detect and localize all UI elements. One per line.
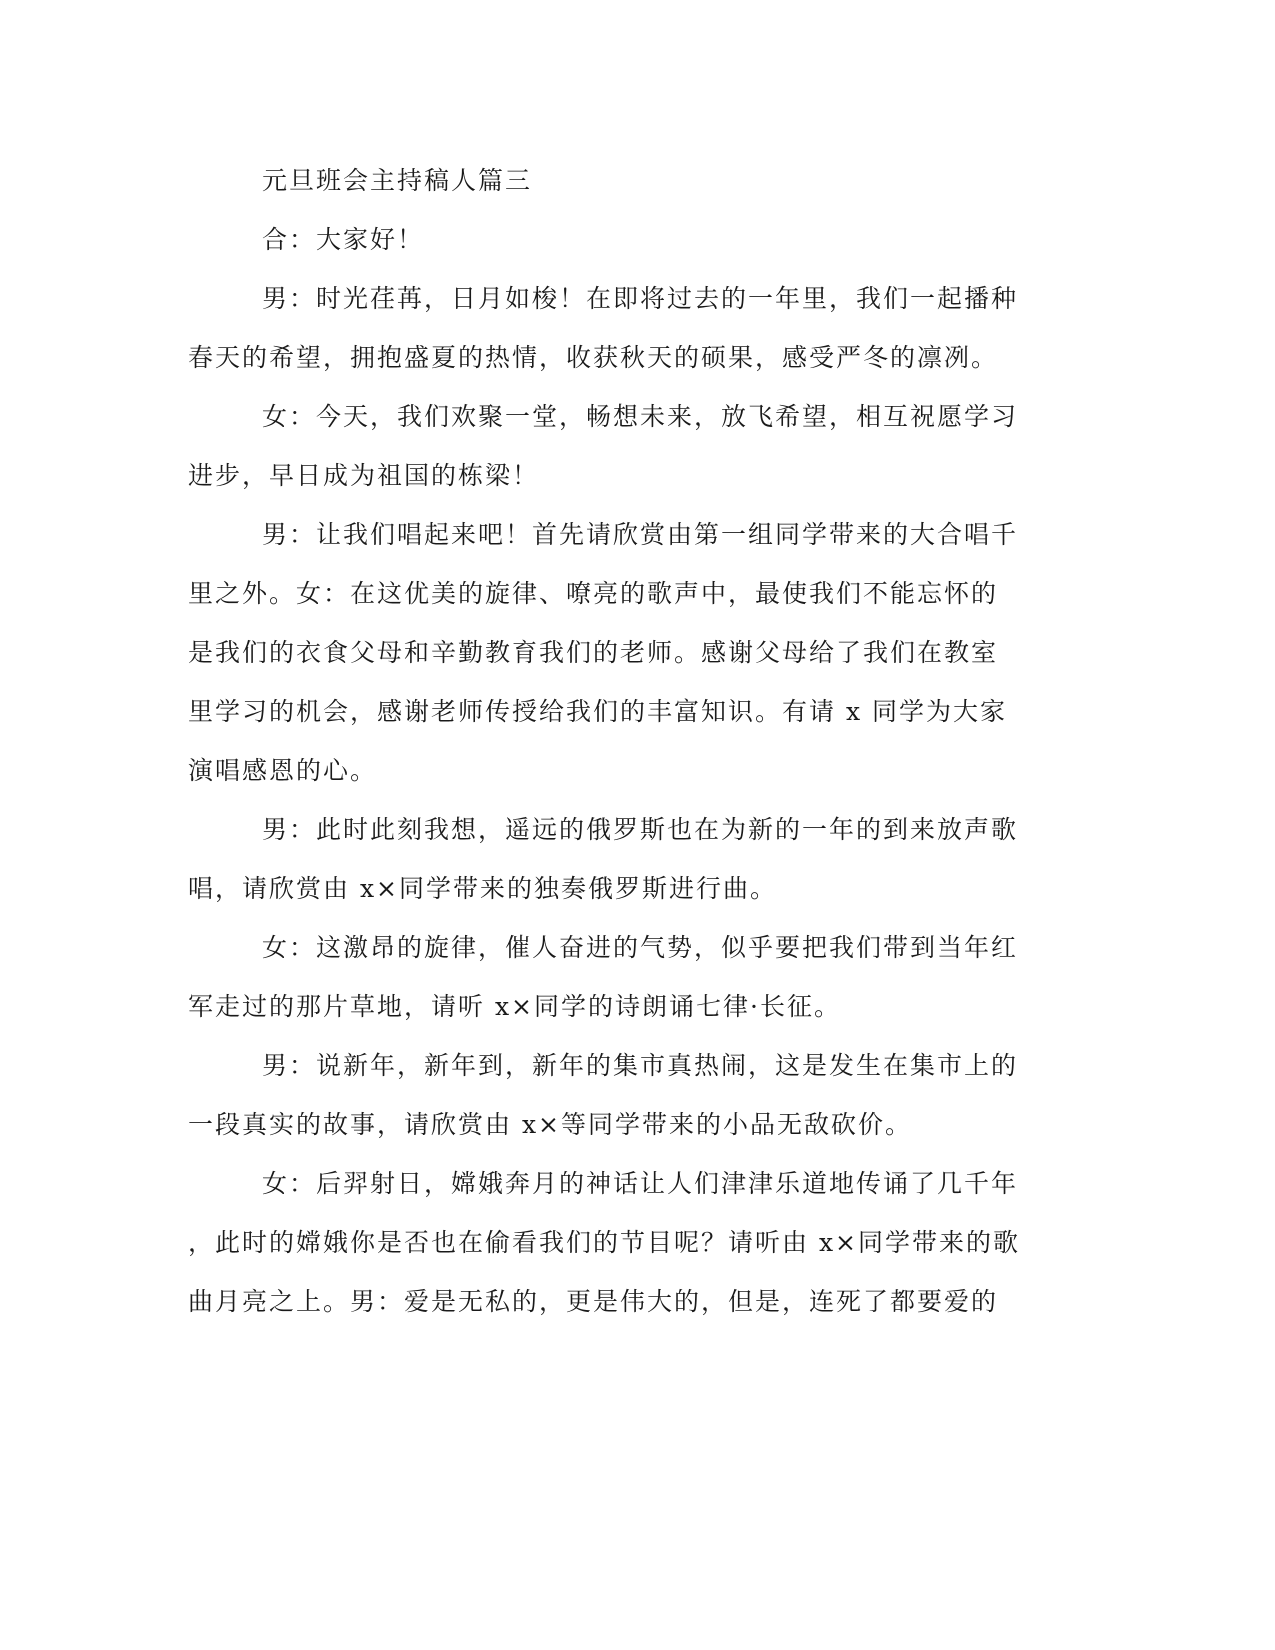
text-line: 唱，请欣赏由 x×同学带来的独奏俄罗斯进行曲。 <box>188 874 777 903</box>
text-line: 曲月亮之上。男：爱是无私的，更是伟大的，但是，连死了都要爱的 <box>188 1287 999 1316</box>
text-line: 里学习的机会，感谢老师传授给我们的丰富知识。有请 x 同学为大家 <box>188 697 1007 726</box>
text-line: 进步，早日成为祖国的栋梁！ <box>188 461 540 490</box>
text-line: 女：今天，我们欢聚一堂，畅想未来，放飞希望，相互祝愿学习 <box>262 402 1019 431</box>
text-line: 男：此时此刻我想，遥远的俄罗斯也在为新的一年的到来放声歌 <box>262 815 1019 844</box>
text-line: 男：时光荏苒，日月如梭！在即将过去的一年里，我们一起播种 <box>262 284 1019 313</box>
text-line: 是我们的衣食父母和辛勤教育我们的老师。感谢父母给了我们在教室 <box>188 638 999 667</box>
text-line: 合：大家好！ <box>262 225 425 254</box>
text-line: 女：这激昂的旋律，催人奋进的气势，似乎要把我们带到当年红 <box>262 933 1019 962</box>
text-line: 一段真实的故事，请欣赏由 x×等同学带来的小品无敌砍价。 <box>188 1110 912 1139</box>
text-line: 男：让我们唱起来吧！首先请欣赏由第一组同学带来的大合唱千 <box>262 520 1019 549</box>
text-line: 春天的希望，拥抱盛夏的热情，收获秋天的硕果，感受严冬的凛冽。 <box>188 343 999 372</box>
text-line: 军走过的那片草地，请听 x×同学的诗朗诵七律·长征。 <box>188 992 841 1021</box>
text-line: ，此时的嫦娥你是否也在偷看我们的节目呢？请听由 x×同学带来的歌 <box>188 1228 1020 1257</box>
document-title: 元旦班会主持稿人篇三 <box>262 166 533 195</box>
text-line: 演唱感恩的心。 <box>188 756 378 785</box>
text-line: 女：后羿射日，嫦娥奔月的神话让人们津津乐道地传诵了几千年 <box>262 1169 1019 1198</box>
text-line: 男：说新年，新年到，新年的集市真热闹，这是发生在集市上的 <box>262 1051 1019 1080</box>
text-line: 里之外。女：在这优美的旋律、嘹亮的歌声中，最使我们不能忘怀的 <box>188 579 999 608</box>
